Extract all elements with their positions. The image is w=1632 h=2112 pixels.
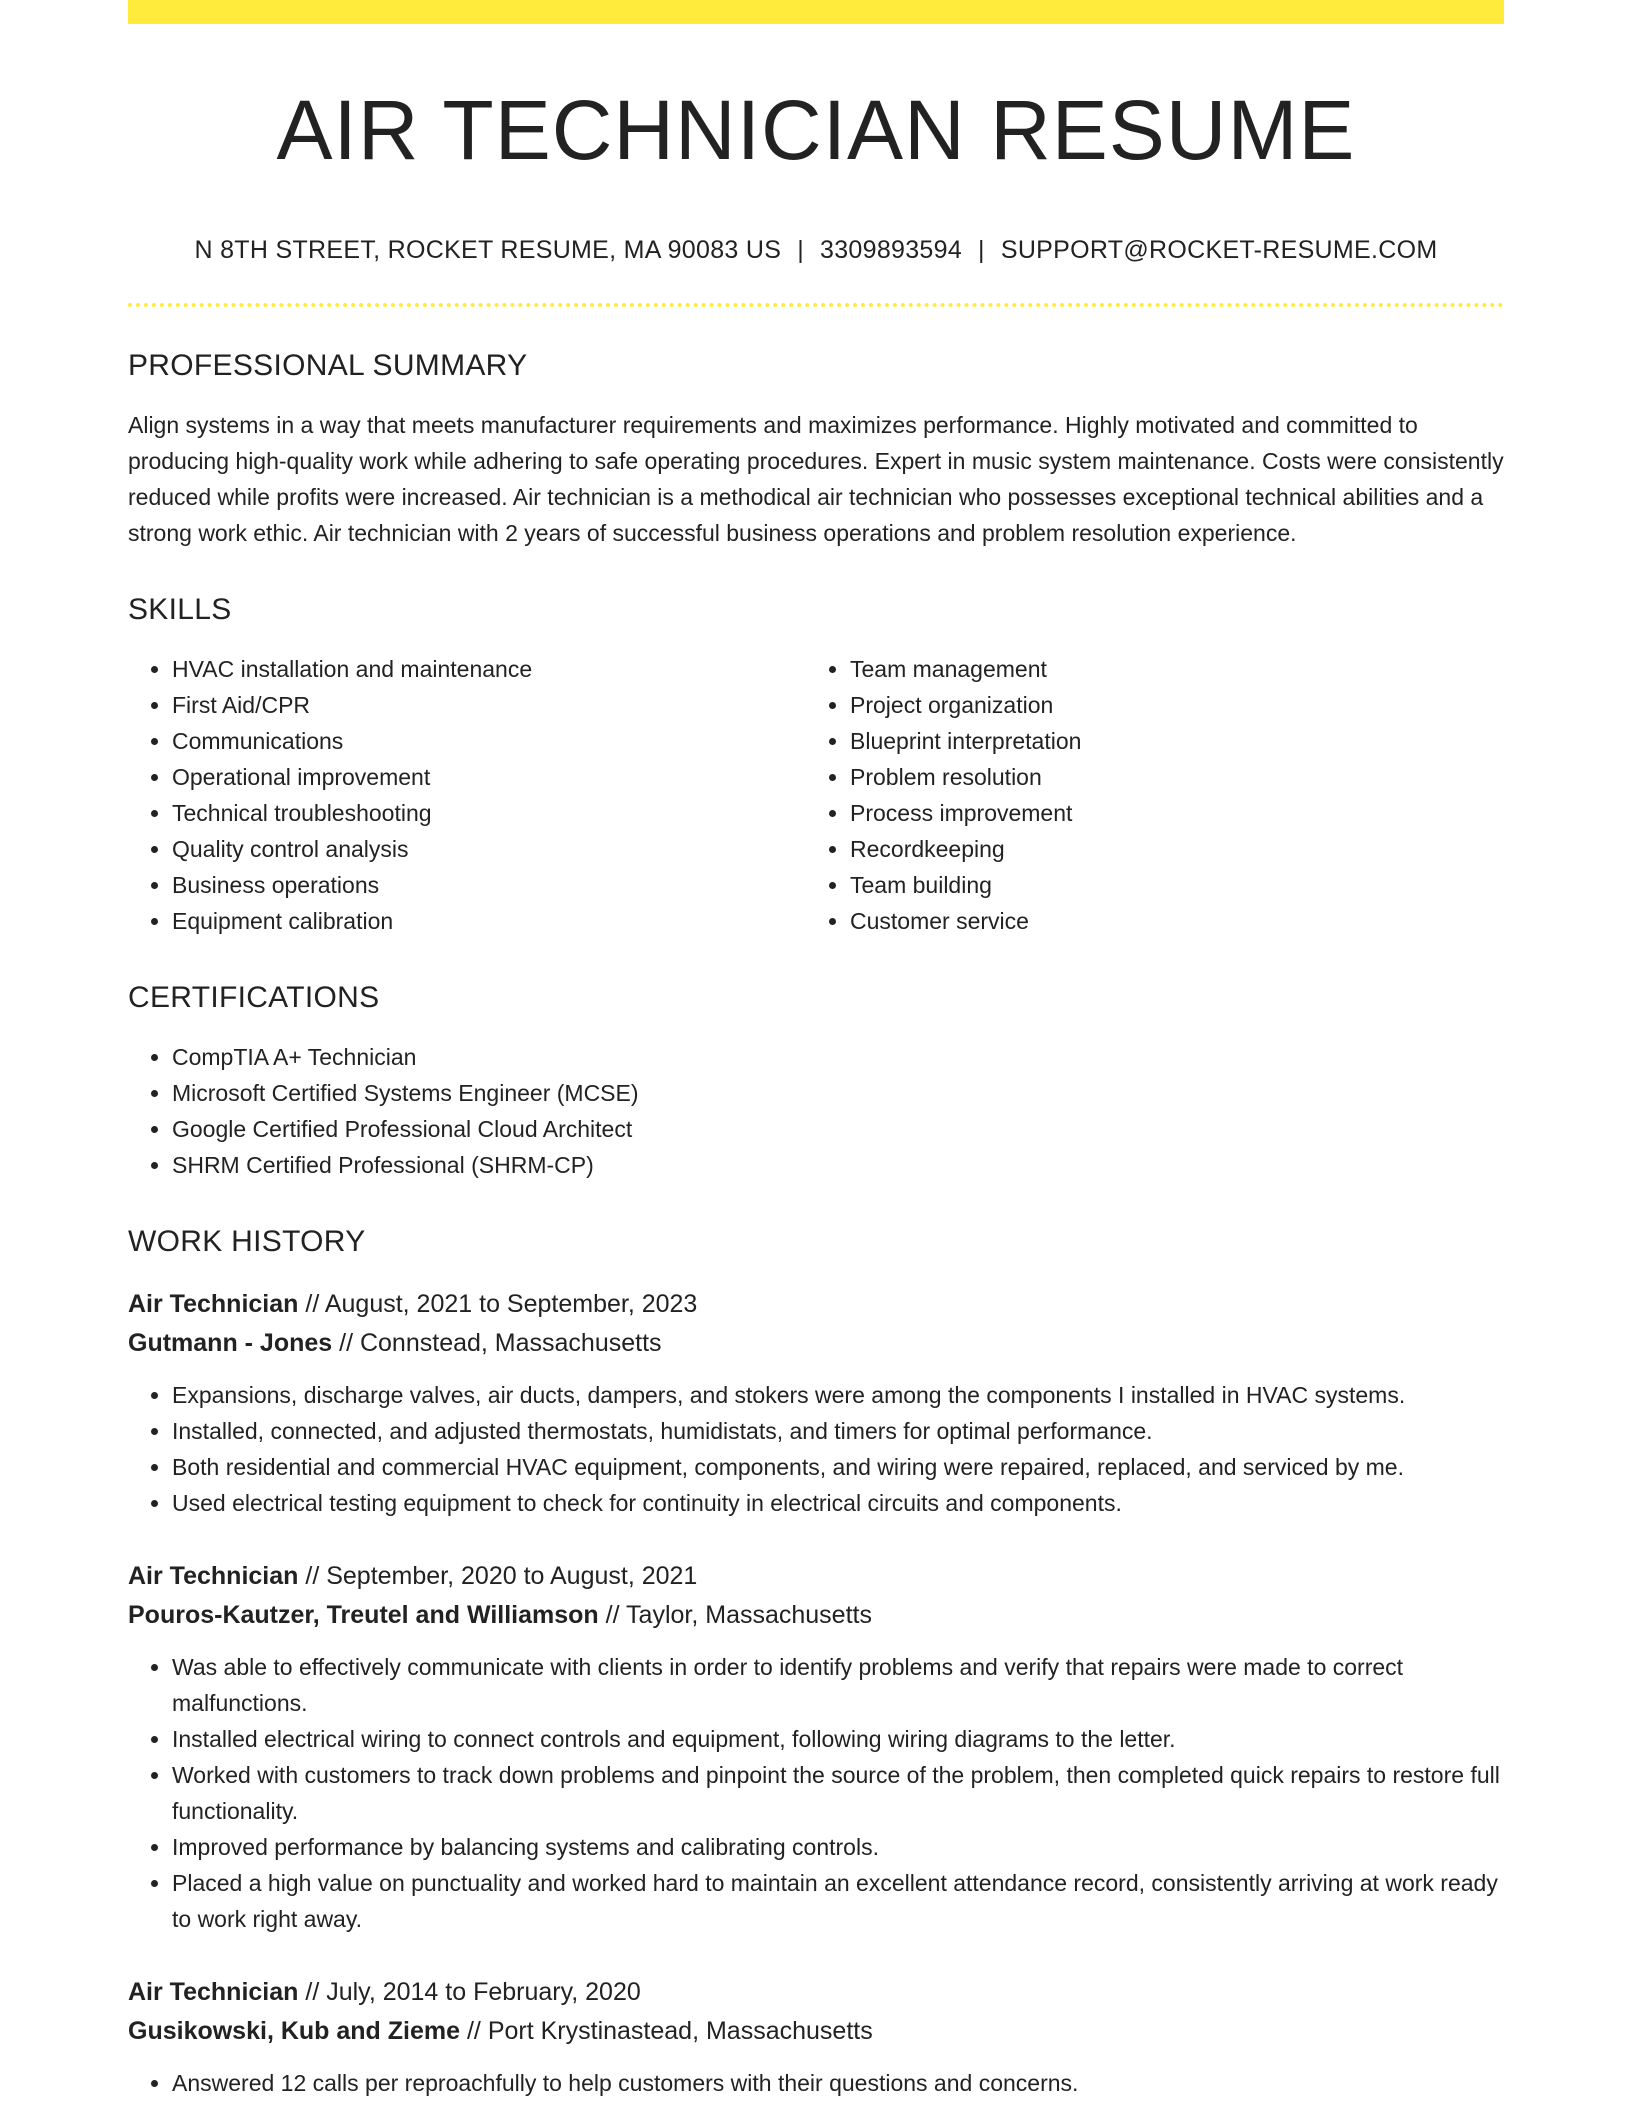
accent-bar xyxy=(128,0,1504,24)
list-item: • Expansions, discharge valves, air ducts, dampers, and stokers were among the components I installed in HVAC systems. xyxy=(172,1377,1504,1413)
resume-page xyxy=(128,0,1504,2101)
job-title: Air Technician xyxy=(128,1562,299,1590)
list-item: • Operational improvement xyxy=(172,759,806,795)
job-location: // Taylor, Massachusetts xyxy=(605,1601,872,1629)
job-company: Pouros-Kautzer, Treutel and Williamson xyxy=(128,1601,599,1629)
list-item: • Communications xyxy=(172,723,806,759)
list-item: • Business operations xyxy=(172,867,806,903)
job-title: Air Technician xyxy=(128,1978,299,2006)
list-item: • Worked with customers to track down problems and pinpoint the source of the problem, then completed quick repairs to restore full functionality. xyxy=(172,1757,1504,1829)
section-heading-work-history: WORK HISTORY xyxy=(128,1225,366,1258)
skills-columns xyxy=(128,651,1504,939)
job-company: Gutmann - Jones xyxy=(128,1329,333,1357)
list-item: • Installed electrical wiring to connect controls and equipment, following wiring diagrams to the letter. xyxy=(172,1721,1504,1757)
job-bullets xyxy=(128,1649,1504,1937)
job-entry xyxy=(128,1557,1504,1937)
job-entry xyxy=(128,1285,1504,1521)
list-item: • Improved performance by balancing systems and calibrating controls. xyxy=(172,1829,1504,1865)
list-item: • Customer service xyxy=(850,903,1484,939)
list-item: • Quality control analysis xyxy=(172,831,806,867)
list-item: • Microsoft Certified Systems Engineer (MCSE) xyxy=(172,1075,1504,1111)
contact-separator: | xyxy=(797,236,804,264)
job-dates: // September, 2020 to August, 2021 xyxy=(305,1562,698,1590)
job-location: // Connstead, Massachusetts xyxy=(339,1329,662,1357)
list-item: • Blueprint interpretation xyxy=(850,723,1484,759)
job-company-line xyxy=(128,1596,1504,1635)
list-item: • Was able to effectively communicate with clients in order to identify problems and verify that repairs were made to correct malfunctions. xyxy=(172,1649,1504,1721)
contact-separator: | xyxy=(978,236,985,264)
list-item: • Both residential and commercial HVAC equipment, components, and wiring were repaired, replaced, and serviced by me. xyxy=(172,1449,1504,1485)
job-bullets xyxy=(128,2065,1504,2101)
skills-list-right xyxy=(806,651,1484,939)
resume-title: AIR TECHNICIAN RESUME xyxy=(276,83,1356,177)
job-company-line xyxy=(128,2012,1504,2051)
list-item: • Answered 12 calls per reproachfully to help customers with their questions and concerns. xyxy=(172,2065,1504,2101)
job-company: Gusikowski, Kub and Zieme xyxy=(128,2017,461,2045)
list-item: • HVAC installation and maintenance xyxy=(172,651,806,687)
summary-text: Align systems in a way that meets manufacturer requirements and maximizes performance. Highly motivated and committed to producing high-quality work while adhering to safe operating procedures. Expert in music system maintenance. Costs were consistently reduced while profits were increased. Air technician is a methodical air technician who possesses exceptional technical abilities and a strong work ethic. Air technician with 2 years of successful business operations and problem resolution experience. xyxy=(128,412,1504,546)
job-dates: // July, 2014 to February, 2020 xyxy=(305,1978,641,2006)
list-item: • SHRM Certified Professional (SHRM-CP) xyxy=(172,1147,1504,1183)
contact-phone: 3309893594 xyxy=(820,236,963,264)
job-bullets xyxy=(128,1377,1504,1521)
dotted-divider xyxy=(128,303,1504,307)
contact-line xyxy=(128,236,1504,265)
job-company-line xyxy=(128,1324,1504,1363)
list-item: • Google Certified Professional Cloud Architect xyxy=(172,1111,1504,1147)
list-item: • Process improvement xyxy=(850,795,1484,831)
skills-list-left xyxy=(128,651,806,939)
list-item: • Placed a high value on punctuality and worked hard to maintain an excellent attendance record, consistently arriving at work ready to work right away. xyxy=(172,1865,1504,1937)
list-item: • Team building xyxy=(850,867,1484,903)
certifications-list xyxy=(128,1039,1504,1183)
list-item: • Used electrical testing equipment to check for continuity in electrical circuits and components. xyxy=(172,1485,1504,1521)
job-title: Air Technician xyxy=(128,1290,299,1318)
contact-address: N 8TH STREET, ROCKET RESUME, MA 90083 US xyxy=(194,236,782,264)
list-item: • Technical troubleshooting xyxy=(172,795,806,831)
contact-email: SUPPORT@ROCKET-RESUME.COM xyxy=(1000,236,1438,264)
list-item: • Installed, connected, and adjusted thermostats, humidistats, and timers for optimal performance. xyxy=(172,1413,1504,1449)
list-item: • Team management xyxy=(850,651,1484,687)
section-heading-skills: SKILLS xyxy=(128,593,232,626)
work-history-list xyxy=(128,1285,1504,2101)
job-title-line xyxy=(128,1973,1504,2012)
job-entry xyxy=(128,1973,1504,2101)
section-heading-certifications: CERTIFICATIONS xyxy=(128,981,380,1014)
list-item: • Problem resolution xyxy=(850,759,1484,795)
job-title-line xyxy=(128,1285,1504,1324)
list-item: • CompTIA A+ Technician xyxy=(172,1039,1504,1075)
list-item: • Recordkeeping xyxy=(850,831,1484,867)
list-item: • First Aid/CPR xyxy=(172,687,806,723)
list-item: • Project organization xyxy=(850,687,1484,723)
job-title-line xyxy=(128,1557,1504,1596)
job-location: // Port Krystinastead, Massachusetts xyxy=(466,2017,873,2045)
list-item: • Equipment calibration xyxy=(172,903,806,939)
section-heading-summary: PROFESSIONAL SUMMARY xyxy=(128,349,528,382)
job-dates: // August, 2021 to September, 2023 xyxy=(305,1290,698,1318)
